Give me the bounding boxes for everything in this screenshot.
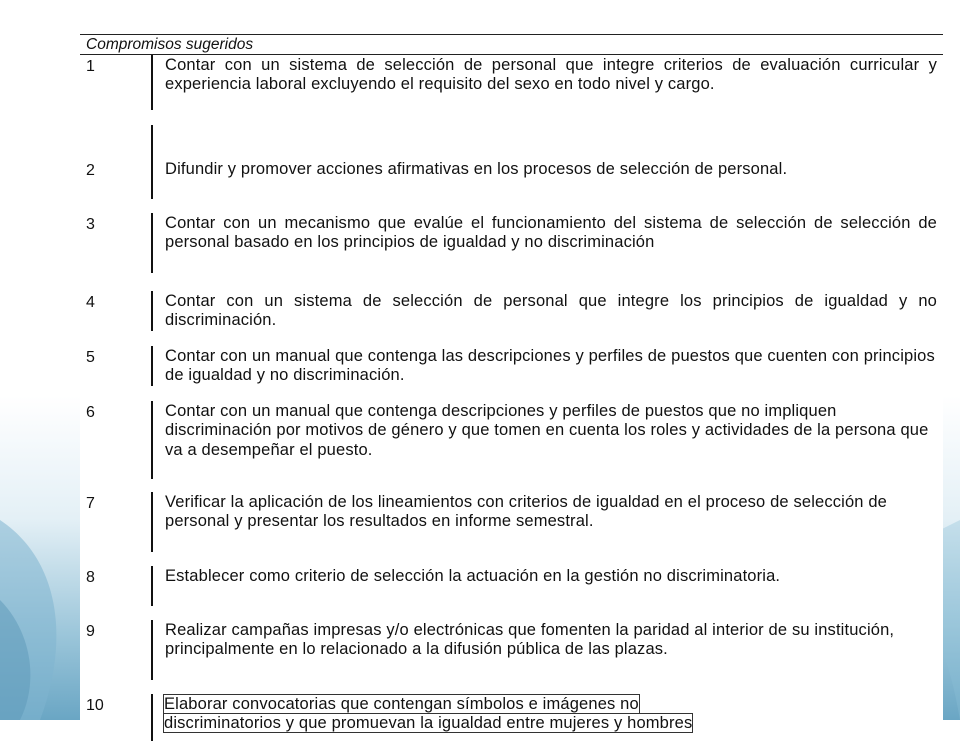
item-text: Verificar la aplicación de los lineamientos con criterios de igualdad en el proceso de selección de personal y presentar los resultados en informe semestral.: [165, 493, 888, 531]
row-divider: [151, 492, 153, 552]
item-text: Establecer como criterio de selección la actuación en la gestión no discriminatoria.: [165, 567, 781, 585]
row-divider: [151, 159, 153, 199]
list-item: [80, 620, 943, 684]
row-divider: [151, 291, 153, 331]
list-item: [80, 694, 943, 741]
item-number: 3: [86, 216, 95, 233]
item-text: Contar con un sistema de selección de personal que integre los principios de igualdad y no discriminación.: [165, 292, 937, 330]
row-divider: [151, 694, 153, 741]
item-text: [164, 695, 936, 734]
list-item: [80, 110, 943, 165]
item-text: Contar con un sistema de selección de personal que integre criterios de evaluación curricular y experiencia laboral excluyendo el requisito del sexo en todo nivel y cargo.: [165, 56, 937, 94]
row-divider: [151, 566, 153, 606]
list-item: [80, 566, 943, 614]
item-number: 10: [86, 697, 104, 714]
item-text: Difundir y promover acciones afirmativas en los procesos de selección de personal.: [165, 160, 788, 178]
item-text: Contar con un mecanismo que evalúe el funcionamiento del sistema de selección de selección de personal basado en los principios de igualdad y no discriminación: [165, 214, 937, 252]
item-number: 9: [86, 623, 95, 640]
row-divider: [151, 401, 153, 479]
list-item: [80, 346, 943, 398]
row-divider: [151, 55, 153, 110]
row-divider: [151, 346, 153, 386]
row-divider: [151, 620, 153, 680]
list-item: [80, 291, 943, 343]
item-text-line-1: Elaborar convocatorias que contengan símbolos e imágenes no: [164, 695, 639, 713]
item-number: 8: [86, 569, 95, 586]
item-number: 6: [86, 404, 95, 421]
item-number: 1: [86, 58, 95, 75]
item-text: Contar con un manual que contenga descripciones y perfiles de puestos que no impliquen discriminación por motivos de género y que tomen en cuenta los roles y actividades de la persona que va a desempeñar el puesto.: [165, 402, 929, 459]
item-number: 7: [86, 495, 95, 512]
list-item: [80, 213, 943, 283]
row-divider: [151, 213, 153, 273]
item-number: 5: [86, 349, 95, 366]
item-text-line-2: discriminatorios y que promuevan la igualdad entre mujeres y hombres: [164, 714, 693, 733]
list-item: [80, 159, 943, 211]
top-rule: [80, 34, 943, 35]
list-item: [80, 55, 943, 110]
item-text: Realizar campañas impresas y/o electrónicas que fomenten la paridad al interior de su institución, principalmente en lo relacionado a la difusión pública de las plazas.: [165, 621, 895, 659]
item-number: 2: [86, 162, 95, 179]
item-text: Contar con un manual que contenga las descripciones y perfiles de puestos que cuenten con principios de igualdad y no discriminación.: [165, 347, 935, 385]
item-number: 4: [86, 294, 95, 311]
list-item: [80, 492, 943, 556]
document-header: Compromisos sugeridos: [86, 36, 254, 53]
list-item: [80, 401, 943, 483]
commitments-document: [80, 34, 943, 733]
